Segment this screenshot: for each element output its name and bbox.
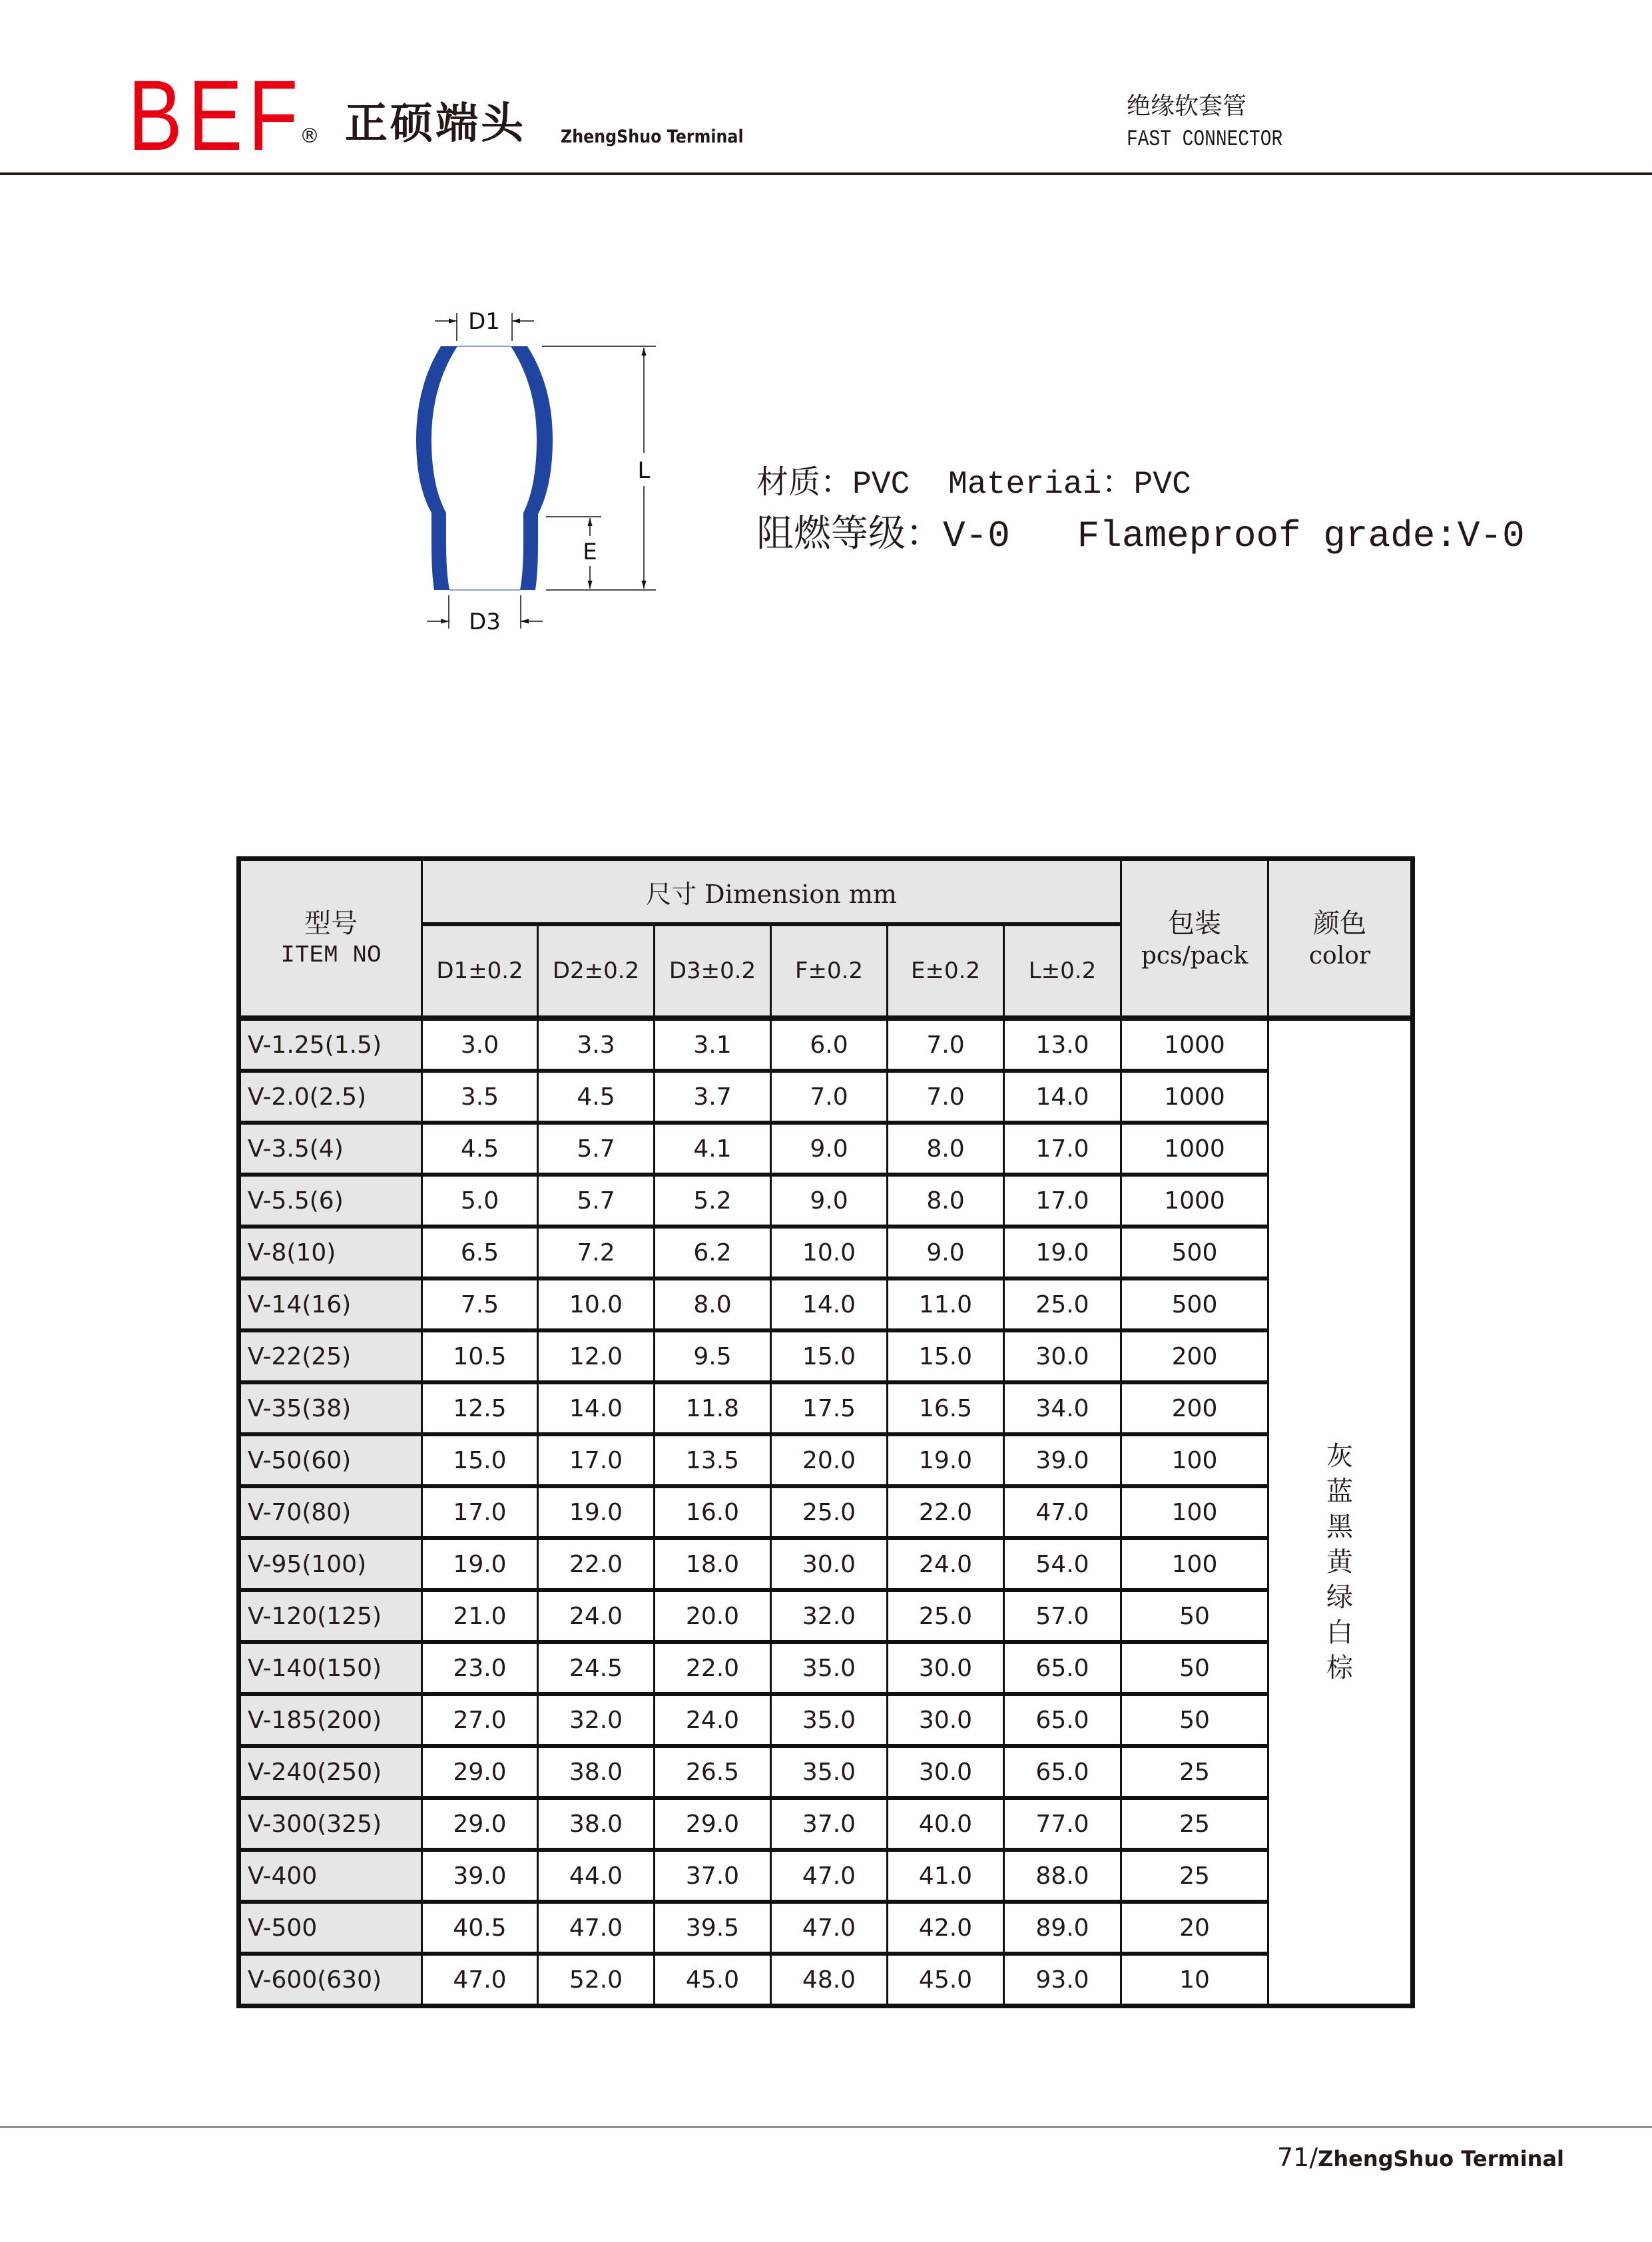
d3-label: D3	[469, 609, 501, 635]
col-header-f: F±0.2	[771, 924, 888, 1018]
l-cell: 93.0	[1004, 1954, 1121, 2006]
table-row	[239, 1175, 1413, 1227]
item-cell: V-22(25)	[239, 1330, 422, 1382]
table-row	[239, 1694, 1413, 1746]
pack-cell: 25	[1121, 1746, 1268, 1798]
company-name-cn: 正硕端头	[345, 99, 526, 148]
d1-cell: 19.0	[422, 1538, 538, 1590]
item-cell: V-70(80)	[239, 1486, 422, 1538]
d3-cell: 6.2	[655, 1227, 771, 1278]
registered-mark: ®	[300, 125, 320, 148]
f-cell: 25.0	[771, 1486, 888, 1538]
d2-cell: 44.0	[538, 1850, 655, 1902]
pack-cell: 10	[1121, 1954, 1268, 2006]
e-cell: 30.0	[888, 1694, 1004, 1746]
table-row	[239, 1227, 1413, 1278]
category-title-cn: 绝缘软套管	[1127, 93, 1247, 120]
table-row	[239, 1954, 1413, 2006]
sleeve-drawing	[400, 293, 679, 746]
f-cell: 35.0	[771, 1642, 888, 1694]
e-cell: 30.0	[888, 1642, 1004, 1694]
d3-cell: 9.5	[655, 1330, 771, 1382]
d1-cell: 23.0	[422, 1642, 538, 1694]
e-cell: 24.0	[888, 1538, 1004, 1590]
table-row	[239, 1850, 1413, 1902]
pack-cell: 25	[1121, 1798, 1268, 1850]
f-cell: 47.0	[771, 1850, 888, 1902]
color-option: 蓝	[1326, 1476, 1353, 1507]
table-row	[239, 1018, 1413, 1071]
color-header	[1268, 859, 1413, 1019]
f-cell: 14.0	[771, 1278, 888, 1330]
e-cell: 8.0	[888, 1123, 1004, 1175]
d2-cell: 12.0	[538, 1330, 655, 1382]
d1-cell: 27.0	[422, 1694, 538, 1746]
l-cell: 13.0	[1004, 1018, 1121, 1071]
d1-cell: 5.0	[422, 1175, 538, 1227]
f-cell: 37.0	[771, 1798, 888, 1850]
item-cell: V-8(10)	[239, 1227, 422, 1278]
d1-cell: 4.5	[422, 1123, 538, 1175]
table-row	[239, 1902, 1413, 1954]
d3-cell: 16.0	[655, 1486, 771, 1538]
pack-cell: 500	[1121, 1227, 1268, 1278]
l-cell: 65.0	[1004, 1694, 1121, 1746]
category-title-en: FAST CONNECTOR	[1127, 127, 1283, 152]
l-cell: 39.0	[1004, 1434, 1121, 1486]
l-cell: 34.0	[1004, 1382, 1121, 1434]
table-row	[239, 1798, 1413, 1850]
l-cell: 65.0	[1004, 1642, 1121, 1694]
col-header-d3: D3±0.2	[655, 924, 771, 1018]
l-cell: 77.0	[1004, 1798, 1121, 1850]
dimension-header: 尺寸 Dimension mm	[422, 859, 1121, 925]
item-cell: V-300(325)	[239, 1798, 422, 1850]
d2-cell: 32.0	[538, 1694, 655, 1746]
e-cell: 15.0	[888, 1330, 1004, 1382]
d2-cell: 24.5	[538, 1642, 655, 1694]
d1-cell: 29.0	[422, 1746, 538, 1798]
color-option: 棕	[1326, 1652, 1353, 1683]
d1-cell: 21.0	[422, 1590, 538, 1642]
f-cell: 35.0	[771, 1746, 888, 1798]
footer	[1277, 2143, 1564, 2173]
l-cell: 54.0	[1004, 1538, 1121, 1590]
item-cell: V-400	[239, 1850, 422, 1902]
item-header-en: ITEM NO	[280, 942, 382, 969]
l-cell: 65.0	[1004, 1746, 1121, 1798]
d3-cell: 29.0	[655, 1798, 771, 1850]
item-cell: V-14(16)	[239, 1278, 422, 1330]
e-cell: 7.0	[888, 1071, 1004, 1123]
color-header-cn: 颜色	[1313, 908, 1366, 939]
f-cell: 15.0	[771, 1330, 888, 1382]
available-colors-cell	[1268, 1018, 1413, 2006]
e-cell: 45.0	[888, 1954, 1004, 2006]
color-option: 绿	[1326, 1581, 1353, 1613]
l-cell: 47.0	[1004, 1486, 1121, 1538]
pack-cell: 1000	[1121, 1123, 1268, 1175]
d2-cell: 5.7	[538, 1123, 655, 1175]
item-cell: V-120(125)	[239, 1590, 422, 1642]
e-cell: 19.0	[888, 1434, 1004, 1486]
d2-cell: 14.0	[538, 1382, 655, 1434]
table-row	[239, 1590, 1413, 1642]
e-cell: 8.0	[888, 1175, 1004, 1227]
l-cell: 19.0	[1004, 1227, 1121, 1278]
sleeve-tube-shape	[416, 346, 553, 590]
f-cell: 32.0	[771, 1590, 888, 1642]
d1-cell: 3.0	[422, 1018, 538, 1071]
l-cell: 25.0	[1004, 1278, 1121, 1330]
color-option: 黄	[1326, 1546, 1353, 1577]
item-cell: V-500	[239, 1902, 422, 1954]
d3-cell: 5.2	[655, 1175, 771, 1227]
table-row	[239, 1642, 1413, 1694]
table-row	[239, 1071, 1413, 1123]
item-cell: V-95(100)	[239, 1538, 422, 1590]
item-cell: V-140(150)	[239, 1642, 422, 1694]
pack-cell: 50	[1121, 1694, 1268, 1746]
e-cell: 41.0	[888, 1850, 1004, 1902]
d1-cell: 39.0	[422, 1850, 538, 1902]
f-cell: 9.0	[771, 1175, 888, 1227]
f-cell: 20.0	[771, 1434, 888, 1486]
f-cell: 30.0	[771, 1538, 888, 1590]
e-label: E	[583, 539, 597, 565]
item-cell: V-1.25(1.5)	[239, 1018, 422, 1071]
pack-cell: 25	[1121, 1850, 1268, 1902]
l-cell: 57.0	[1004, 1590, 1121, 1642]
d1-label: D1	[468, 308, 500, 335]
e-cell: 30.0	[888, 1746, 1004, 1798]
e-cell: 11.0	[888, 1278, 1004, 1330]
e-cell: 25.0	[888, 1590, 1004, 1642]
e-cell: 7.0	[888, 1018, 1004, 1071]
d2-cell: 52.0	[538, 1954, 655, 2006]
d3-cell: 20.0	[655, 1590, 771, 1642]
color-option: 白	[1326, 1617, 1353, 1648]
e-cell: 9.0	[888, 1227, 1004, 1278]
d1-dimension	[435, 308, 534, 341]
footer-separator: /	[1309, 2143, 1318, 2172]
d2-cell: 10.0	[538, 1278, 655, 1330]
d2-cell: 19.0	[538, 1486, 655, 1538]
footer-divider	[0, 2126, 1652, 2128]
d3-cell: 18.0	[655, 1538, 771, 1590]
pack-cell: 100	[1121, 1434, 1268, 1486]
table-row	[239, 1434, 1413, 1486]
table-row	[239, 1278, 1413, 1330]
d3-cell: 3.1	[655, 1018, 771, 1071]
d3-cell: 26.5	[655, 1746, 771, 1798]
e-dimension	[546, 517, 601, 589]
l-cell: 89.0	[1004, 1902, 1121, 1954]
pack-cell: 100	[1121, 1538, 1268, 1590]
flame-grade-spec: 阻燃等级：V-0 Flameproof grade:V-0	[756, 515, 1525, 557]
d3-cell: 45.0	[655, 1954, 771, 2006]
table-row	[239, 1382, 1413, 1434]
pack-header	[1121, 859, 1268, 1019]
d3-cell: 11.8	[655, 1382, 771, 1434]
color-option: 黑	[1326, 1511, 1353, 1542]
pack-cell: 100	[1121, 1486, 1268, 1538]
spec-table	[236, 856, 1415, 2008]
f-cell: 17.5	[771, 1382, 888, 1434]
d1-cell: 7.5	[422, 1278, 538, 1330]
table-row	[239, 1123, 1413, 1175]
l-cell: 17.0	[1004, 1123, 1121, 1175]
d2-cell: 7.2	[538, 1227, 655, 1278]
e-cell: 22.0	[888, 1486, 1004, 1538]
item-header-cn: 型号	[304, 908, 358, 939]
d2-cell: 38.0	[538, 1746, 655, 1798]
d3-cell: 8.0	[655, 1278, 771, 1330]
pack-cell: 200	[1121, 1382, 1268, 1434]
table-row	[239, 1746, 1413, 1798]
d1-cell: 29.0	[422, 1798, 538, 1850]
e-cell: 42.0	[888, 1902, 1004, 1954]
d2-cell: 22.0	[538, 1538, 655, 1590]
d3-cell: 37.0	[655, 1850, 771, 1902]
l-cell: 17.0	[1004, 1175, 1121, 1227]
page-number: 71	[1277, 2143, 1310, 2172]
d2-cell: 47.0	[538, 1902, 655, 1954]
item-cell: V-5.5(6)	[239, 1175, 422, 1227]
pack-cell: 200	[1121, 1330, 1268, 1382]
color-option: 灰	[1326, 1440, 1353, 1472]
d1-cell: 10.5	[422, 1330, 538, 1382]
col-header-l: L±0.2	[1004, 924, 1121, 1018]
d1-cell: 17.0	[422, 1486, 538, 1538]
e-cell: 40.0	[888, 1798, 1004, 1850]
pack-header-cn: 包装	[1168, 908, 1221, 939]
color-header-en: color	[1308, 942, 1371, 970]
e-cell: 16.5	[888, 1382, 1004, 1434]
f-cell: 35.0	[771, 1694, 888, 1746]
company-name-en: ZhengShuo Terminal	[561, 127, 744, 147]
d3-cell: 39.5	[655, 1902, 771, 1954]
f-cell: 6.0	[771, 1018, 888, 1071]
l-cell: 88.0	[1004, 1850, 1121, 1902]
d1-cell: 3.5	[422, 1071, 538, 1123]
d2-cell: 5.7	[538, 1175, 655, 1227]
item-cell: V-50(60)	[239, 1434, 422, 1486]
d3-cell: 24.0	[655, 1694, 771, 1746]
item-cell: V-3.5(4)	[239, 1123, 422, 1175]
pack-cell: 50	[1121, 1590, 1268, 1642]
f-cell: 7.0	[771, 1071, 888, 1123]
d2-cell: 38.0	[538, 1798, 655, 1850]
l-cell: 14.0	[1004, 1071, 1121, 1123]
item-cell: V-600(630)	[239, 1954, 422, 2006]
table-row	[239, 1330, 1413, 1382]
f-cell: 47.0	[771, 1902, 888, 1954]
d3-cell: 4.1	[655, 1123, 771, 1175]
d1-cell: 12.5	[422, 1382, 538, 1434]
f-cell: 48.0	[771, 1954, 888, 2006]
d1-cell: 47.0	[422, 1954, 538, 2006]
d2-cell: 17.0	[538, 1434, 655, 1486]
spec-table-wrapper	[236, 856, 1415, 2008]
d1-cell: 6.5	[422, 1227, 538, 1278]
d3-cell: 22.0	[655, 1642, 771, 1694]
col-header-e: E±0.2	[888, 924, 1004, 1018]
pack-cell: 20	[1121, 1902, 1268, 1954]
pack-cell: 50	[1121, 1642, 1268, 1694]
item-cell: V-185(200)	[239, 1694, 422, 1746]
f-cell: 9.0	[771, 1123, 888, 1175]
pack-cell: 1000	[1121, 1018, 1268, 1071]
item-cell: V-35(38)	[239, 1382, 422, 1434]
item-cell: V-2.0(2.5)	[239, 1071, 422, 1123]
pack-cell: 1000	[1121, 1175, 1268, 1227]
l-label: L	[637, 457, 651, 484]
d1-cell: 40.5	[422, 1902, 538, 1954]
table-row	[239, 1538, 1413, 1590]
item-cell: V-240(250)	[239, 1746, 422, 1798]
header-divider	[0, 172, 1652, 175]
brand-logo: BEF	[128, 59, 304, 171]
l-cell: 30.0	[1004, 1330, 1121, 1382]
d1-cell: 15.0	[422, 1434, 538, 1486]
d3-dimension	[427, 595, 543, 635]
d2-cell: 3.3	[538, 1018, 655, 1071]
d2-cell: 4.5	[538, 1071, 655, 1123]
spec-table-body	[239, 1018, 1413, 2006]
table-row	[239, 1486, 1413, 1538]
col-header-d2: D2±0.2	[538, 924, 655, 1018]
pack-header-en: pcs/pack	[1141, 942, 1248, 970]
item-header	[239, 859, 422, 1019]
f-cell: 10.0	[771, 1227, 888, 1278]
d3-cell: 13.5	[655, 1434, 771, 1486]
d2-cell: 24.0	[538, 1590, 655, 1642]
d3-cell: 3.7	[655, 1071, 771, 1123]
col-header-d1: D1±0.2	[422, 924, 538, 1018]
material-spec: 材质：PVC Materiai：PVC	[756, 467, 1191, 503]
l-dimension	[542, 346, 656, 590]
footer-brand: ZhengShuo Terminal	[1318, 2146, 1564, 2171]
pack-cell: 500	[1121, 1278, 1268, 1330]
pack-cell: 1000	[1121, 1071, 1268, 1123]
